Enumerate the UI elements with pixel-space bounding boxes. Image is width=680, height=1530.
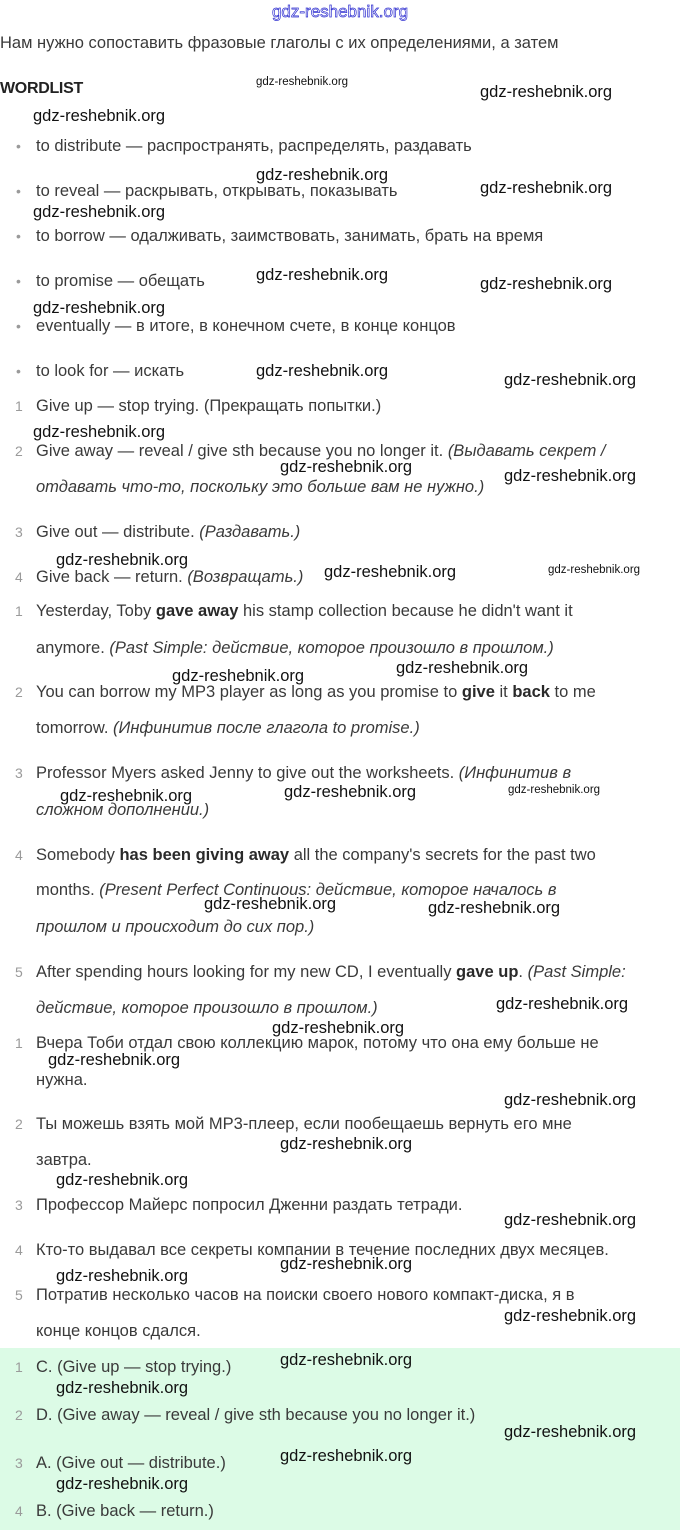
translation-line	[36, 1194, 462, 1216]
text-segment: anymore.	[36, 639, 110, 657]
text-segment: Professor Myers asked Jenny to give out the worksheets.	[36, 764, 459, 782]
watermark: gdz-reshebnik.org	[480, 275, 613, 293]
bullet-icon: •	[16, 183, 21, 199]
watermark: gdz-reshebnik.org	[396, 659, 529, 677]
bullet-icon: •	[16, 228, 21, 244]
watermark: gdz-reshebnik.org	[33, 203, 166, 221]
wordlist-item: eventually — в итоге, в конечном счете, в конце концов	[36, 317, 456, 335]
watermark: gdz-reshebnik.org	[172, 667, 305, 685]
definition-line	[36, 476, 484, 498]
translation-line	[36, 1320, 201, 1342]
watermark: gdz-reshebnik.org	[504, 1091, 637, 1109]
sentence-line	[36, 916, 314, 938]
watermark: gdz-reshebnik.org	[256, 76, 349, 88]
text-segment: Give back — return.	[36, 568, 188, 586]
bullet-icon: •	[16, 363, 21, 379]
italic-note: (Выдавать секрет /	[447, 442, 606, 460]
wordlist-title: WORDLIST	[0, 80, 83, 97]
sentence-line	[36, 681, 596, 703]
watermark: gdz-reshebnik.org	[48, 1051, 181, 1069]
sentence-line	[36, 717, 420, 739]
watermark: gdz-reshebnik.org	[504, 1307, 637, 1325]
item-number: 4	[15, 569, 23, 585]
text-segment: months.	[36, 881, 100, 899]
item-number: 1	[15, 1359, 23, 1375]
text-segment: A. (Give out — distribute.)	[36, 1454, 226, 1472]
italic-note: сложном дополнении.)	[36, 801, 210, 819]
watermark: gdz-reshebnik.org	[56, 1171, 189, 1189]
bullet-icon: •	[16, 318, 21, 334]
text-segment: B. (Give back — return.)	[36, 1502, 214, 1520]
definition-line	[36, 521, 300, 543]
watermark: gdz-reshebnik.org	[256, 166, 389, 184]
wordlist-item: to promise — обещать	[36, 272, 205, 290]
text-segment: Give away — reveal / give sth because you no longer it.	[36, 442, 448, 460]
bold-text: gave up	[456, 963, 519, 981]
item-number: 2	[15, 1407, 23, 1423]
item-number: 1	[15, 603, 23, 619]
text-segment: .	[518, 963, 528, 981]
translation-line	[36, 1149, 92, 1171]
intro-text: Нам нужно сопоставить фразовые глаголы с их определениями, а затем	[0, 34, 559, 52]
italic-note: отдавать что-то, поскольку это больше вам не нужно.)	[36, 478, 485, 496]
text-segment: Somebody	[36, 846, 120, 864]
bold-text: gave away	[155, 602, 239, 620]
translation-line	[36, 1069, 87, 1091]
definition-line	[36, 395, 381, 417]
italic-note: (Инфинитив после глагола to promise.)	[113, 719, 420, 737]
watermark: gdz-reshebnik.org	[56, 1379, 189, 1397]
watermark: gdz-reshebnik.org	[504, 1211, 637, 1229]
bold-text: has been giving away	[119, 846, 290, 864]
watermark: gdz-reshebnik.org	[33, 107, 166, 125]
italic-note: (Возвращать.)	[187, 568, 304, 586]
text-segment: Ты можешь взять мой MP3-плеер, если пообещаешь вернуть его мне	[36, 1115, 572, 1133]
watermark: gdz-reshebnik.org	[280, 458, 413, 476]
text-segment: C. (Give up — stop trying.)	[36, 1358, 232, 1376]
text-segment: Give up — stop trying. (Прекращать попытки.)	[36, 397, 382, 415]
watermark: gdz-reshebnik.org	[480, 179, 613, 197]
bold-text: back	[512, 683, 550, 701]
watermark: gdz-reshebnik.org	[271, 2, 409, 21]
text-segment: завтра.	[36, 1151, 92, 1169]
watermark: gdz-reshebnik.org	[280, 1135, 413, 1153]
item-number: 4	[15, 1503, 23, 1519]
text-segment: Профессор Майерс попросил Дженни раздать тетради.	[36, 1196, 463, 1214]
sentence-line	[36, 961, 626, 983]
watermark: gdz-reshebnik.org	[272, 1019, 405, 1037]
text-segment: After spending hours looking for my new CD, I eventually	[36, 963, 457, 981]
item-number: 3	[15, 1455, 23, 1471]
italic-note: действие, которое произошло в прошлом.)	[36, 999, 378, 1017]
item-number: 1	[15, 398, 23, 414]
watermark: gdz-reshebnik.org	[508, 784, 601, 796]
italic-note: (Раздавать.)	[199, 523, 301, 541]
watermark: gdz-reshebnik.org	[204, 895, 337, 913]
sentence-line	[36, 600, 573, 622]
watermark: gdz-reshebnik.org	[504, 467, 637, 485]
italic-note: (Past Simple: действие, которое произошло в прошлом.)	[109, 639, 554, 657]
item-number: 3	[15, 765, 23, 781]
wordlist-item: to reveal — раскрывать, открывать, показывать	[36, 182, 398, 200]
item-number: 2	[15, 1116, 23, 1132]
answer-line	[36, 1500, 214, 1522]
text-segment: Потратив несколько часов на поиски своего нового компакт-диска, я в	[36, 1286, 575, 1304]
text-segment: D. (Give away — reveal / give sth because you no longer it.)	[36, 1406, 476, 1424]
italic-note: прошлом и происходит до сих пор.)	[36, 918, 315, 936]
text-segment: it	[494, 683, 513, 701]
watermark: gdz-reshebnik.org	[324, 563, 457, 581]
watermark: gdz-reshebnik.org	[56, 551, 189, 569]
italic-note: (Инфинитив в	[458, 764, 572, 782]
item-number: 5	[15, 964, 23, 980]
watermark: gdz-reshebnik.org	[284, 783, 417, 801]
watermark: gdz-reshebnik.org	[504, 371, 637, 389]
text-segment: tomorrow.	[36, 719, 114, 737]
item-number: 3	[15, 524, 23, 540]
sentence-line	[36, 997, 378, 1019]
item-number: 5	[15, 1287, 23, 1303]
bullet-icon: •	[16, 273, 21, 289]
text-segment: to me	[549, 683, 596, 701]
watermark: gdz-reshebnik.org	[256, 362, 389, 380]
watermark: gdz-reshebnik.org	[504, 1423, 637, 1441]
watermark: gdz-reshebnik.org	[548, 564, 641, 576]
translation-line	[36, 1284, 575, 1306]
sentence-line	[36, 637, 554, 659]
item-number: 2	[15, 684, 23, 700]
item-number: 4	[15, 1242, 23, 1258]
watermark: gdz-reshebnik.org	[280, 1255, 413, 1273]
item-number: 1	[15, 1035, 23, 1051]
text-segment: You can borrow my MP3 player as long as you promise to	[36, 683, 462, 701]
italic-note: (Past Simple:	[527, 963, 626, 981]
watermark: gdz-reshebnik.org	[56, 1475, 189, 1493]
text-segment: his stamp collection because he didn't want it	[238, 602, 573, 620]
answer-line	[36, 1404, 475, 1426]
translation-line	[36, 1113, 572, 1135]
watermark: gdz-reshebnik.org	[480, 83, 613, 101]
text-segment: Yesterday, Toby	[36, 602, 156, 620]
text-segment: Give out — distribute.	[36, 523, 200, 541]
wordlist-item: to distribute — распространять, распределять, раздавать	[36, 137, 472, 155]
bold-text: give	[461, 683, 495, 701]
text-segment: нужна.	[36, 1071, 88, 1089]
item-number: 2	[15, 443, 23, 459]
watermark: gdz-reshebnik.org	[33, 299, 166, 317]
sentence-line	[36, 844, 596, 866]
text-segment: конце концов сдался.	[36, 1322, 201, 1340]
item-number: 3	[15, 1197, 23, 1213]
watermark: gdz-reshebnik.org	[280, 1447, 413, 1465]
watermark: gdz-reshebnik.org	[496, 995, 629, 1013]
watermark: gdz-reshebnik.org	[56, 1267, 189, 1285]
watermark: gdz-reshebnik.org	[256, 266, 389, 284]
watermark: gdz-reshebnik.org	[33, 423, 166, 441]
watermark: gdz-reshebnik.org	[60, 787, 193, 805]
answer-line	[36, 1452, 226, 1474]
italic-note: (Present Perfect Continuous: действие, которое началось в	[99, 881, 557, 899]
text-segment: Кто-то выдавал все секреты компании в течение последних двух месяцев.	[36, 1241, 609, 1259]
text-segment: all the company's secrets for the past two	[289, 846, 596, 864]
wordlist-item: to look for — искать	[36, 362, 185, 380]
answer-line	[36, 1356, 231, 1378]
watermark: gdz-reshebnik.org	[280, 1351, 413, 1369]
sentence-line	[36, 762, 571, 784]
watermark: gdz-reshebnik.org	[428, 899, 561, 917]
text-segment: Вчера Тоби отдал свою коллекцию марок, потому что она ему больше не	[36, 1034, 599, 1052]
wordlist-item: to borrow — одалживать, заимствовать, занимать, брать на время	[36, 227, 544, 245]
bullet-icon: •	[16, 138, 21, 154]
item-number: 4	[15, 847, 23, 863]
